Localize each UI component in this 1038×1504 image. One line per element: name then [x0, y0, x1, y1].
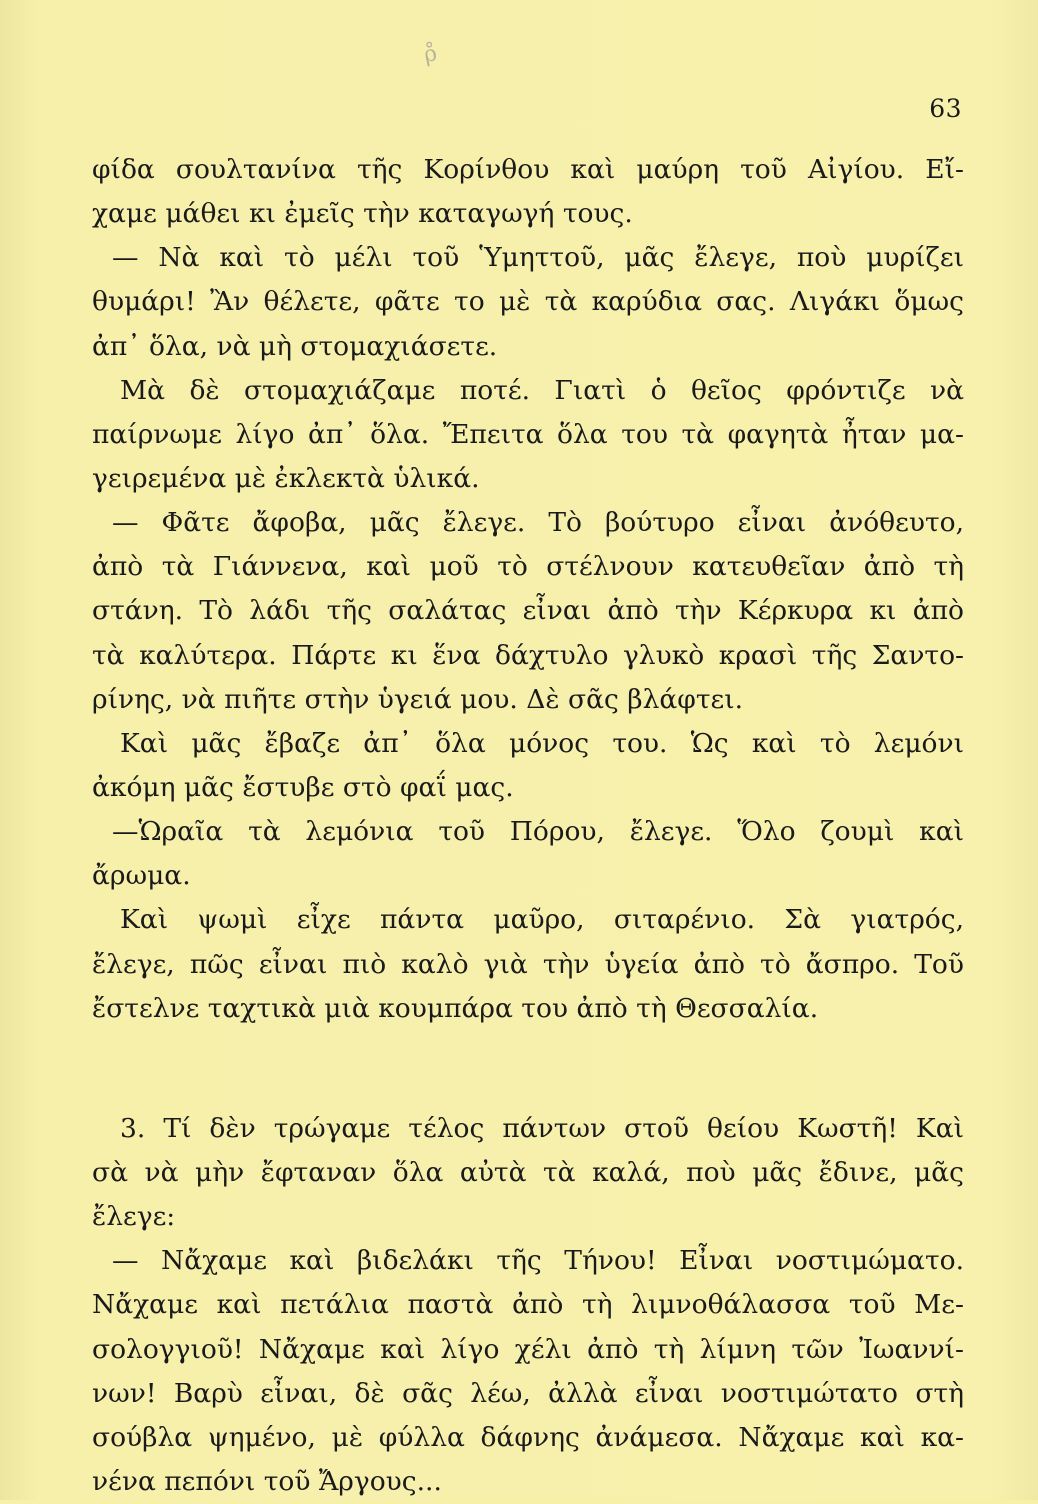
text-line: 3. Τί δὲν τρώγαμε τέλος πάντων στοῦ θείου Κωστῆ! Καὶ — [120, 1112, 964, 1144]
text-line: Μὰ δὲ στομαχιάζαμε ποτέ. Γιατὶ ὁ θεῖος φρόντιζε νὰ — [120, 374, 964, 406]
text-line: σούβλα ψημένο, μὲ φύλλα δάφνης ἀνάμεσα. Νἄχαμε καὶ κα- — [92, 1421, 964, 1453]
body-text — [92, 148, 964, 1504]
text-line: —Ὡραῖα τὰ λεμόνια τοῦ Πόρου, ἔλεγε. Ὅλο ζουμὶ καὶ — [112, 816, 964, 848]
section-gap — [92, 1031, 964, 1107]
text-line: Νἄχαμε καὶ πετάλια παστὰ ἀπὸ τὴ λιμνοθάλασσα τοῦ Με- — [92, 1289, 964, 1321]
text-line: νένα πεπόνι τοῦ Ἄργους... — [92, 1465, 442, 1497]
text-line: ἀκόμη μᾶς ἔστυβε στὸ φαΐ μας. — [92, 771, 514, 803]
text-line: — Φᾶτε ἄφοβα, μᾶς ἔλεγε. Τὸ βούτυρο εἶναι ἀνόθευτο, — [112, 507, 964, 539]
ink-smudge: ρ̊ — [421, 40, 440, 69]
text-line: παίρνωμε λίγο ἀπ᾽ ὅλα. Ἔπειτα ὅλα του τὰ φαγητὰ ἦταν μα- — [92, 418, 964, 450]
text-line: γειρεμένα μὲ ἐκλεκτὰ ὑλικά. — [92, 462, 480, 494]
text-line: στάνη. Τὸ λάδι τῆς σαλάτας εἶναι ἀπὸ τὴν Κέρκυρα κι ἀπὸ — [92, 595, 964, 627]
text-line: — Νὰ καὶ τὸ μέλι τοῦ Ὑμηττοῦ, μᾶς ἔλεγε, ποὺ μυρίζει — [112, 242, 964, 274]
text-line: Καὶ μᾶς ἔβαζε ἀπ᾽ ὅλα μόνος του. Ὡς καὶ τὸ λεμόνι — [120, 727, 964, 759]
text-line: θυμάρι! Ἂν θέλετε, φᾶτε το μὲ τὰ καρύδια σας. Λιγάκι ὅμως — [92, 286, 964, 318]
text-line: σὰ νὰ μὴν ἔφταναν ὅλα αὐτὰ τὰ καλά, ποὺ μᾶς ἔδινε, μᾶς — [92, 1156, 964, 1188]
text-line: νων! Βαρὺ εἶναι, δὲ σᾶς λέω, ἀλλὰ εἶναι νοστιμώτατο στὴ — [92, 1377, 964, 1409]
text-line: φίδα σουλτανίνα τῆς Κορίνθου καὶ μαύρη τοῦ Αἰγίου. Εἴ- — [92, 154, 964, 185]
text-line: ἔλεγε: — [92, 1201, 176, 1233]
page-number: 63 — [929, 94, 962, 123]
text-line: ἔλεγε, πῶς εἶναι πιὸ καλὸ γιὰ τὴν ὑγεία ἀπὸ τὸ ἄσπρο. Τοῦ — [92, 948, 964, 980]
text-line: ρίνης, νὰ πιῆτε στὴν ὑγειά μου. Δὲ σᾶς βλάφτει. — [92, 683, 744, 715]
text-line: — Νἄχαμε καὶ βιδελάκι τῆς Τήνου! Εἶναι νοστιμώματο. — [112, 1245, 964, 1277]
text-line: χαμε μάθει κι ἐμεῖς τὴν καταγωγή τους. — [92, 198, 633, 230]
text-line: ἀπ᾽ ὅλα, νὰ μὴ στομαχιάσετε. — [92, 330, 498, 362]
text-line: ἄρωμα. — [92, 860, 191, 892]
text-line: τὰ καλύτερα. Πάρτε κι ἕνα δάχτυλο γλυκὸ κρασὶ τῆς Σαντο- — [92, 639, 964, 671]
text-line: Καὶ ψωμὶ εἶχε πάντα μαῦρο, σιταρένιο. Σὰ γιατρός, — [120, 904, 964, 936]
text-line: ἔστελνε ταχτικὰ μιὰ κουμπάρα του ἀπὸ τὴ Θεσσαλία. — [92, 992, 819, 1024]
text-line: σολογγιοῦ! Νἄχαμε καὶ λίγο χέλι ἀπὸ τὴ λίμνη τῶν Ἰωαννί- — [92, 1333, 964, 1365]
text-line: ἀπὸ τὰ Γιάννενα, καὶ μοῦ τὸ στέλνουν κατευθεῖαν ἀπὸ τὴ — [92, 551, 964, 583]
